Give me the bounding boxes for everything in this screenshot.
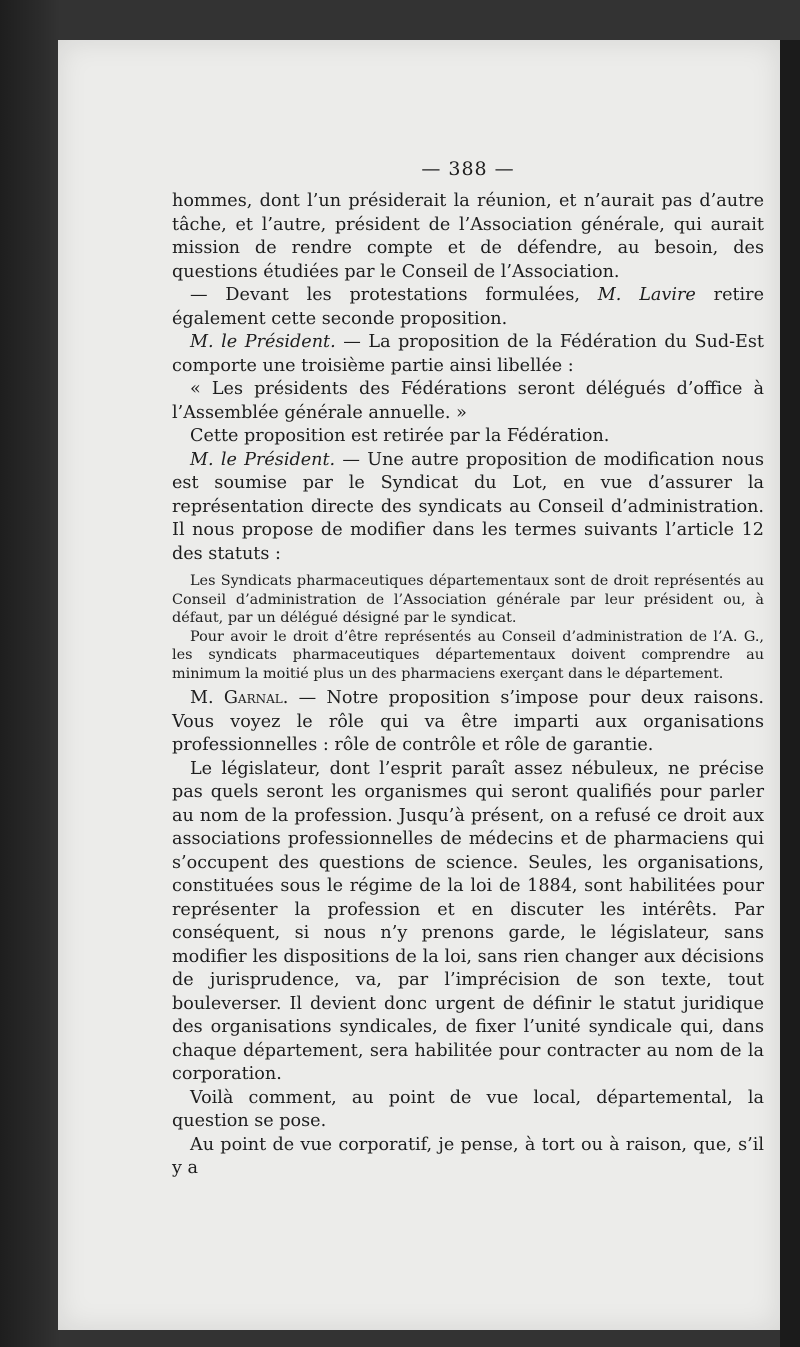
paragraph-6 [172, 449, 764, 567]
paragraph-10: Au point de vue corporatif, je pense, à tort ou à raison, que, s’il y a [172, 1134, 764, 1178]
paragraph-9: Voilà comment, au point de vue local, départemental, la question se pose. [172, 1087, 764, 1131]
paragraph-7-text: — Notre proposition s’impose pour deux raisons. Vous voyez le rôle qui va être imparti aux organisations professionnelles : rôle de contrôle et rôle de garantie. [172, 688, 765, 755]
speaker-president-2: M. le Président. [190, 449, 336, 470]
page-edge-shadow [780, 40, 800, 1347]
paragraph-2 [172, 284, 764, 331]
paragraph-3 [172, 331, 764, 378]
speaker-lavire: M. Lavire [597, 285, 696, 305]
paragraph-2-lead: — Devant les protestations formulées, [190, 285, 598, 305]
paragraph-6-text: — Une autre proposition de modification nous est soumise par le Syndicat du Lot, en vue d’assurer la représentation directe des syndicats au Conseil d’administration. Il nous propose de modifier dans les termes suivants l’article 12 des statuts : [172, 449, 764, 564]
paragraph-1: hommes, dont l’un présiderait la réunion, et n’aurait pas d’autre tâche, et l’autre, président de l’Association générale, qui aurait mission de rendre compte et de défendre, au besoin, des questions étudiées par le Conseil de l’Association. [172, 191, 764, 282]
speaker-president: M. le Président. [190, 332, 336, 352]
paragraph-4: « Les présidents des Fédérations seront délégués d’office à l’Assemblée générale annuelle. » [172, 379, 764, 423]
page-number: — 388 — [421, 158, 515, 180]
page-text-block [172, 158, 764, 1181]
paragraph-7 [172, 687, 764, 758]
paragraph-8: Le législateur, dont l’esprit paraît assez nébuleux, ne précise pas quels seront les organismes qui seront qualifiés pour parler au nom de la profession. Jusqu’à présent, on a refusé ce droit aux associations professionnelles de médecins et de pharmaciens qui s’occupent des questions de science. Seules, les organisations, constituées sous le régime de la loi de 1884, sont habilitées pour représenter la profession et en discuter les intérêts. Par conséquent, si nous n’y prenons garde, le législateur, sans modifier les dispositions de la loi, sans rien changer aux décisions de jurisprudence, va, par l’imprécision de son texte, tout bouleverser. Il devient donc urgent de définir le statut juridique des organisations syndicales, de fixer l’unité syndicale qui, dans chaque département, sera habilitée pour contracter au nom de la corporation. [172, 758, 764, 1084]
quoted-article-2: Pour avoir le droit d’être représentés au Conseil d’administration de l’A. G., les syndicats pharmaceutiques départementaux doivent comprendre au minimum la moitié plus un des pharmaciens exerçant dans le département. [172, 628, 764, 682]
paragraph-2-text: retire également cette seconde proposition. [172, 285, 764, 329]
paragraph-5: Cette proposition est retirée par la Fédération. [190, 426, 610, 446]
speaker-garnal: M. Garnal. [190, 688, 289, 708]
quoted-article-1: Les Syndicats pharmaceutiques départementaux sont de droit représentés au Conseil d’administration de l’Association générale par leur président ou, à défaut, par un délégué désigné par le syndicat. [172, 573, 764, 626]
paragraph-3-text: — La proposition de la Fédération du Sud-Est comporte une troisième partie ainsi libellée : [172, 332, 764, 376]
